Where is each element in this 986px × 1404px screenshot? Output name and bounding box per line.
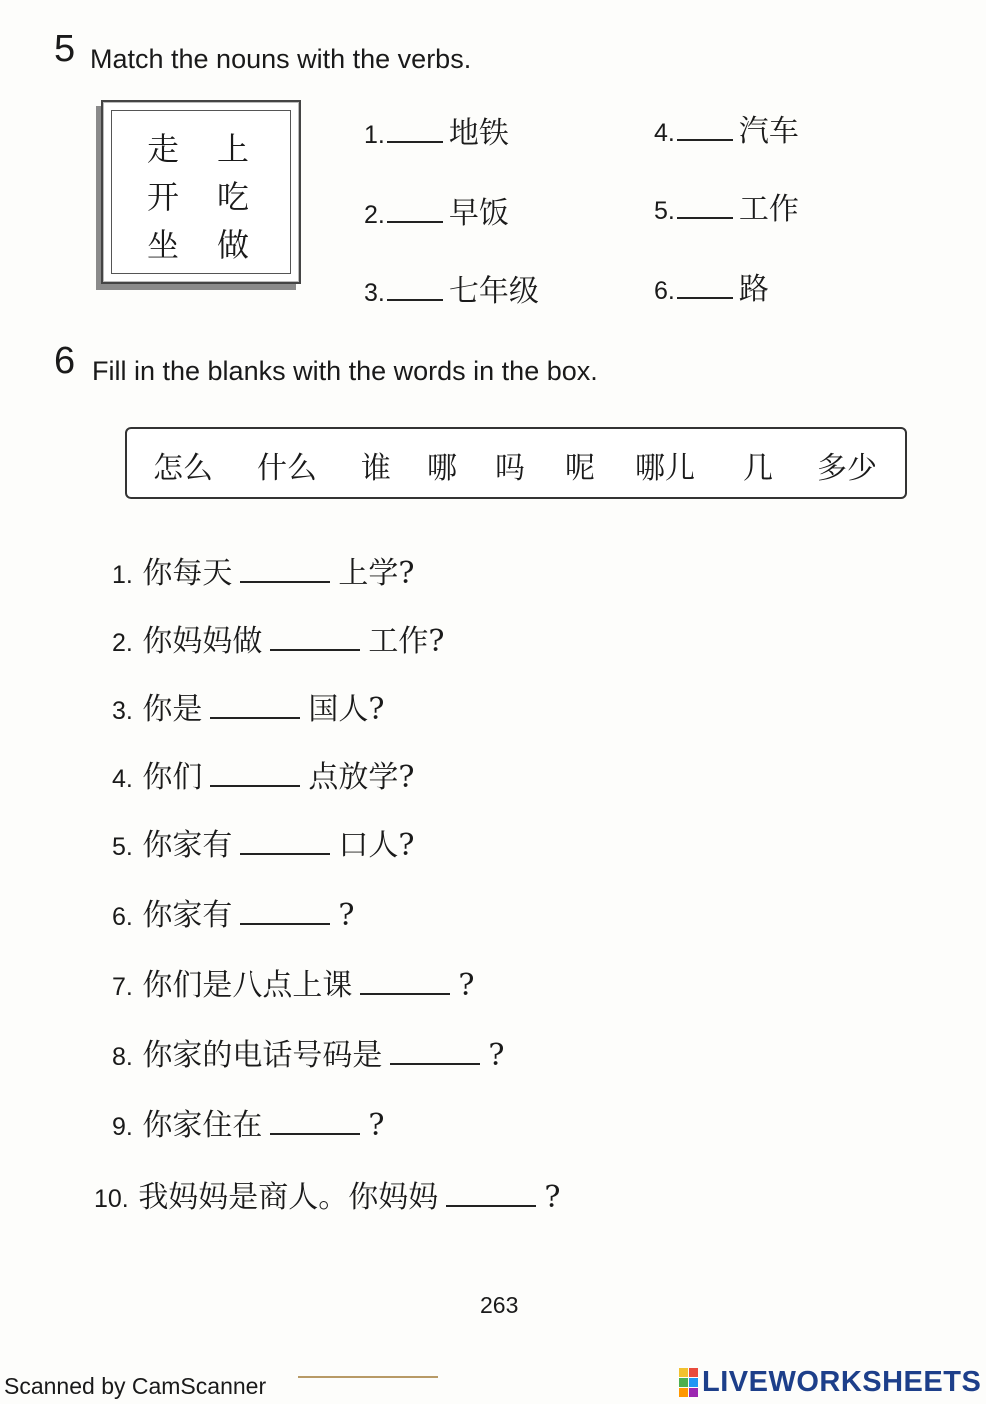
verb-box	[101, 100, 301, 284]
liveworksheets-brand	[679, 1366, 981, 1399]
scanner-watermark: Scanned by CamScanner	[4, 1373, 267, 1399]
match-blank[interactable]	[387, 117, 443, 143]
match-number: 2.	[364, 201, 385, 229]
question-text-before: 你们	[142, 760, 203, 795]
match-item-2	[364, 188, 509, 232]
question-text-after: 工作?	[368, 624, 445, 659]
word-bank-item: 呢	[565, 451, 595, 486]
match-noun: 早饭	[448, 196, 509, 231]
question-1	[112, 548, 415, 592]
match-blank[interactable]	[677, 193, 733, 219]
question-text-before: 你是	[142, 692, 203, 727]
match-item-1	[364, 108, 509, 152]
verb-item: 吃	[217, 178, 250, 216]
word-bank-item: 哪	[427, 451, 457, 486]
match-noun: 七年级	[448, 274, 539, 309]
word-bank-item: 吗	[495, 451, 525, 486]
logo-block	[679, 1378, 688, 1387]
question-text-before: 你妈妈做	[142, 624, 263, 659]
question-number: 6.	[112, 903, 133, 931]
verb-item: 做	[217, 226, 250, 264]
answer-blank[interactable]	[446, 1179, 536, 1207]
verb-item: 开	[147, 178, 180, 216]
question-text-before: 你家住在	[142, 1108, 263, 1143]
logo-block	[689, 1378, 698, 1387]
word-bank-box	[125, 427, 907, 499]
match-item-5	[654, 184, 799, 228]
match-number: 3.	[364, 279, 385, 307]
verb-item: 坐	[147, 226, 180, 264]
answer-blank[interactable]	[240, 555, 330, 583]
verb-box-inner-border	[111, 110, 291, 274]
question-text-before: 我妈妈是商人。你妈妈	[138, 1180, 439, 1215]
answer-blank[interactable]	[270, 1107, 360, 1135]
liveworksheets-logo-icon	[679, 1368, 698, 1397]
question-number: 10.	[94, 1185, 129, 1213]
question-text-after: ?	[458, 968, 475, 1003]
answer-blank[interactable]	[240, 827, 330, 855]
match-number: 5.	[654, 197, 675, 225]
question-text-after: ?	[338, 898, 355, 933]
question-8	[112, 1030, 505, 1074]
section-5-number: 5	[54, 28, 76, 70]
match-noun: 路	[738, 272, 769, 307]
answer-blank[interactable]	[210, 691, 300, 719]
word-bank-item: 怎么	[153, 451, 213, 486]
question-text-after: 口人?	[338, 828, 415, 863]
question-number: 8.	[112, 1043, 133, 1071]
question-text-after: 上学?	[338, 556, 415, 591]
question-7	[112, 960, 475, 1004]
match-blank[interactable]	[677, 273, 733, 299]
verb-item: 走	[147, 130, 180, 168]
verb-item: 上	[217, 130, 250, 168]
question-text-before: 你们是八点上课	[142, 968, 353, 1003]
question-5	[112, 820, 415, 864]
question-3	[112, 684, 385, 728]
question-text-after: ?	[488, 1038, 505, 1073]
scan-artifact-line	[298, 1376, 438, 1378]
question-text-before: 你家的电话号码是	[142, 1038, 383, 1073]
match-blank[interactable]	[677, 115, 733, 141]
logo-block	[679, 1368, 688, 1377]
question-list	[94, 548, 932, 1228]
logo-block	[689, 1368, 698, 1377]
word-bank-item: 哪儿	[635, 451, 695, 486]
question-9	[112, 1100, 385, 1144]
question-4	[112, 752, 415, 796]
question-number: 3.	[112, 697, 133, 725]
section-5-title: Match the nouns with the verbs.	[90, 44, 472, 74]
question-text-after: ?	[544, 1180, 561, 1215]
question-number: 7.	[112, 973, 133, 1001]
question-text-before: 你家有	[142, 828, 233, 863]
word-bank-item: 多少	[817, 451, 877, 486]
question-2	[112, 616, 445, 660]
question-text-after: ?	[368, 1108, 385, 1143]
answer-blank[interactable]	[390, 1037, 480, 1065]
question-text-before: 你每天	[142, 556, 233, 591]
match-item-3	[364, 266, 539, 310]
answer-blank[interactable]	[360, 967, 450, 995]
answer-blank[interactable]	[210, 759, 300, 787]
question-10	[94, 1172, 560, 1216]
question-6	[112, 890, 355, 934]
match-number: 6.	[654, 277, 675, 305]
logo-block	[679, 1388, 688, 1397]
question-text-before: 你家有	[142, 898, 233, 933]
question-number: 1.	[112, 561, 133, 589]
section-6-number: 6	[54, 340, 76, 382]
question-number: 5.	[112, 833, 133, 861]
section-6-title: Fill in the blanks with the words in the box.	[92, 356, 598, 386]
question-text-after: 国人?	[308, 692, 385, 727]
page-number: 263	[480, 1292, 519, 1318]
match-item-6	[654, 264, 769, 308]
match-item-4	[654, 106, 799, 150]
match-noun: 地铁	[448, 116, 509, 151]
question-number: 9.	[112, 1113, 133, 1141]
liveworksheets-text: LIVEWORKSHEETS	[702, 1366, 982, 1398]
answer-blank[interactable]	[240, 897, 330, 925]
logo-block	[689, 1388, 698, 1397]
question-number: 4.	[112, 765, 133, 793]
match-number: 1.	[364, 121, 385, 149]
word-bank-item: 几	[743, 451, 773, 486]
match-noun: 工作	[738, 192, 799, 227]
match-blank[interactable]	[387, 197, 443, 223]
match-number: 4.	[654, 119, 675, 147]
question-number: 2.	[112, 629, 133, 657]
match-blank[interactable]	[387, 275, 443, 301]
word-bank-item: 谁	[361, 451, 391, 486]
question-text-after: 点放学?	[308, 760, 415, 795]
word-bank-item: 什么	[257, 451, 317, 486]
answer-blank[interactable]	[270, 623, 360, 651]
match-noun: 汽车	[738, 114, 799, 149]
